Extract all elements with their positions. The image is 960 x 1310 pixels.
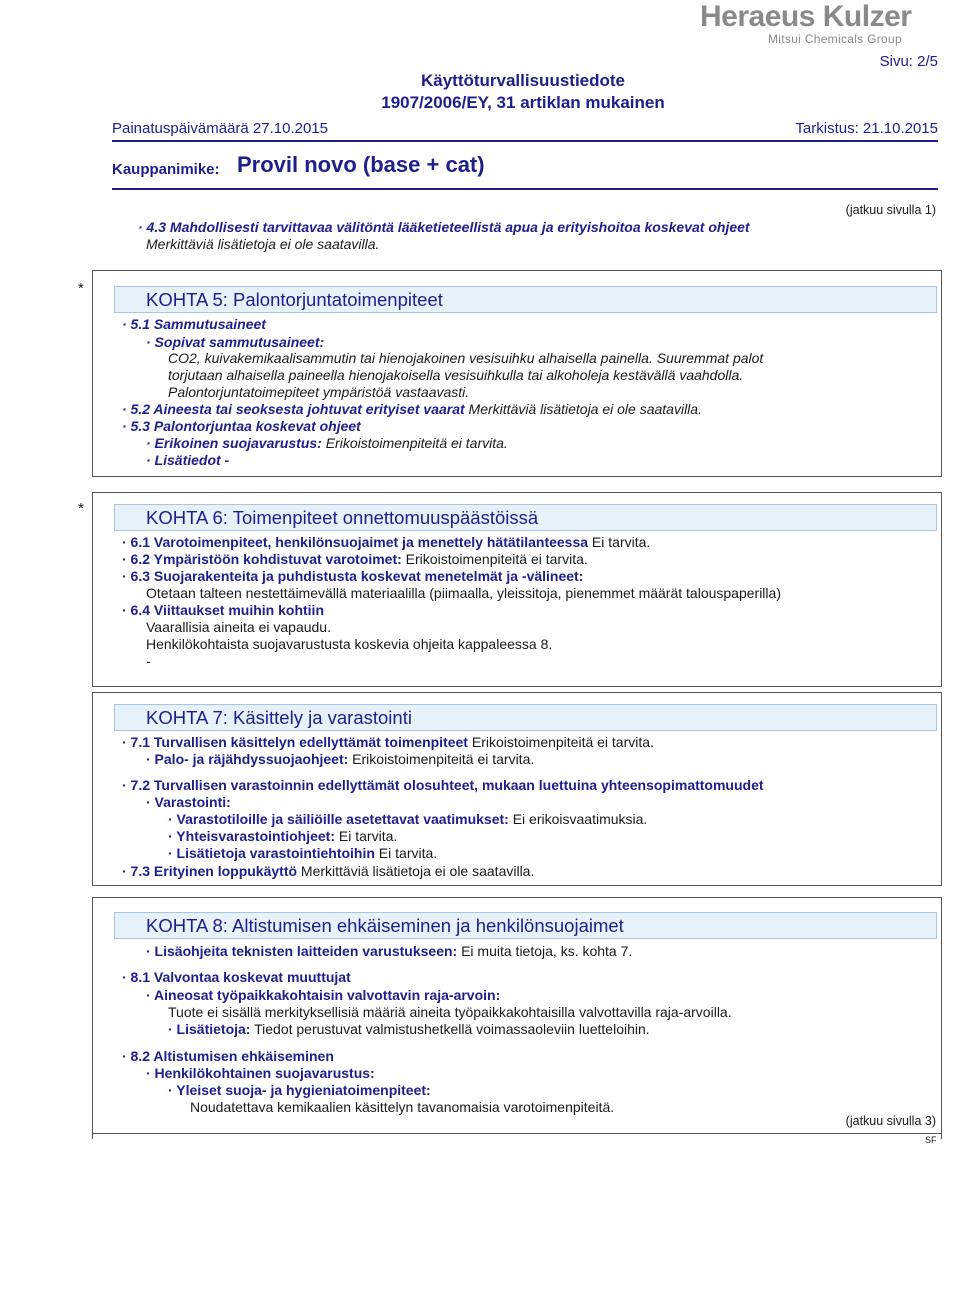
- section5-2: · 5.2 Aineesta tai seoksesta johtuvat erityiset vaarat Merkittäviä lisätietoja ei ole saatavilla.: [122, 401, 702, 417]
- section8-2: · 8.2 Altistumisen ehkäiseminen: [122, 1048, 334, 1064]
- section8-tech: · Lisäohjeita teknisten laitteiden varustukseen: Ei muita tietoja, ks. kohta 7.: [146, 943, 633, 959]
- section5-text-3: Palontorjuntatoimepiteet ympäristöä vastaavasti.: [168, 384, 470, 400]
- revision-star: *: [78, 500, 84, 517]
- revision-date: Tarkistus: 21.10.2015: [795, 120, 938, 137]
- trade-name: Provil novo (base + cat): [237, 152, 485, 177]
- section5-1: · 5.1 Sammutusaineet: [122, 316, 266, 332]
- section8-ppe: · Henkilökohtainen suojavarustus:: [146, 1065, 375, 1081]
- section7-storage-req: · Varastotiloille ja säiliöille asetettavat vaatimukset: Ei erikoisvaatimuksia.: [168, 811, 648, 827]
- trade-name-divider: [112, 188, 938, 190]
- section7-storage-info: · Lisätietoja varastointiehtoihin Ei tarvita.: [168, 845, 438, 861]
- section7-storage: · Varastointi:: [146, 794, 231, 810]
- document-title: [0, 70, 960, 114]
- section5-protective: · Erikoinen suojavarustus: Erikoistoimenpiteitä ei tarvita.: [146, 435, 508, 451]
- section5-header: [114, 286, 937, 313]
- section6-4-text-1: Vaarallisia aineita ei vapaudu.: [146, 619, 331, 635]
- section6-3-text: Otetaan talteen nestettäimevällä materiaalilla (piimaalla, yleissitoja, pienemmet määrät talouspaperilla): [146, 585, 781, 601]
- section8-header: [114, 912, 937, 939]
- trade-name-label: Kauppanimike:: [112, 161, 220, 178]
- continued-from-note: (jatkuu sivulla 1): [845, 203, 936, 217]
- section7-fire: · Palo- ja räjähdyssuojaohjeet: Erikoistoimenpiteitä ei tarvita.: [146, 751, 535, 767]
- document-code: SF: [925, 1135, 937, 1145]
- header-divider: [112, 140, 938, 142]
- footer-divider: [92, 1133, 942, 1134]
- section6-3: · 6.3 Suojarakenteita ja puhdistusta koskevat menetelmät ja -välineet:: [122, 568, 584, 584]
- company-logo: Heraeus Kulzer: [700, 0, 912, 33]
- section6-4-text-2: Henkilökohtaista suojavarustusta koskevia ohjeita kappaleessa 8.: [146, 636, 553, 652]
- section6-2: · 6.2 Ympäristöön kohdistuvat varotoimet: Erikoistoimenpiteitä ei tarvita.: [122, 551, 588, 567]
- section5-3: · 5.3 Palontorjuntaa koskevat ohjeet: [122, 418, 361, 434]
- section5-additional: · Lisätiedot -: [146, 452, 230, 468]
- section6-dash: -: [146, 653, 151, 669]
- section5-title: KOHTA 5: Palontorjuntatoimenpiteet: [146, 289, 443, 310]
- section8-hygiene: · Yleiset suoja- ja hygieniatoimenpiteet:: [168, 1082, 431, 1098]
- section7-3: · 7.3 Erityinen loppukäyttö Merkittäviä lisätietoja ei ole saatavilla.: [122, 863, 535, 879]
- section7-2: · 7.2 Turvallisen varastoinnin edellyttämät olosuhteet, mukaan luettuina yhteensopimattomuudet: [122, 777, 764, 793]
- page-number: Sivu: 2/5: [879, 53, 938, 70]
- section8-hygiene-text: Noudatettava kemikaalien käsittelyn tavanomaisia varotoimenpiteitä.: [190, 1099, 615, 1115]
- section8-info: · Lisätietoja: Tiedot perustuvat valmistushetkellä voimassaoleviin luetteloihin.: [168, 1021, 650, 1037]
- section8-limit-text: Tuote ei sisällä merkityksellisiä määriä aineita työpaikkakohtaisilla valvottavilla raja-arvoilla.: [168, 1004, 732, 1020]
- section7-joint-storage: · Yhteisvarastointiohjeet: Ei tarvita.: [168, 828, 398, 844]
- section4-3-text: Merkittäviä lisätietoja ei ole saatavilla.: [146, 236, 380, 252]
- document-title-line2: 1907/2006/EY, 31 artiklan mukainen: [381, 93, 665, 112]
- section6-4: · 6.4 Viittaukset muihin kohtiin: [122, 602, 324, 618]
- section8-limit-values: · Aineosat työpaikkakohtaisin valvottavin raja-arvoin:: [146, 987, 501, 1003]
- section4-3-heading: · 4.3 Mahdollisesti tarvittavaa välitöntä lääketieteellistä apua ja erityishoitoa koskevat ohjeet: [138, 219, 750, 235]
- section6-title: KOHTA 6: Toimenpiteet onnettomuuspäästöissä: [146, 507, 539, 528]
- section8-title: KOHTA 8: Altistumisen ehkäiseminen ja henkilönsuojaimet: [146, 915, 624, 936]
- print-date: Painatuspäivämäärä 27.10.2015: [112, 120, 328, 137]
- revision-star: *: [78, 280, 84, 297]
- section8-1: · 8.1 Valvontaa koskevat muuttujat: [122, 969, 351, 985]
- company-logo-subtitle: Mitsui Chemicals Group: [768, 32, 902, 46]
- section6-1: · 6.1 Varotoimenpiteet, henkilönsuojaimet ja menettely hätätilanteessa Ei tarvita.: [122, 534, 651, 550]
- section5-text-1: CO2, kuivakemikaalisammutin tai hienojakoinen vesisuihku alhaisella painella. Suuremmat palot: [168, 350, 764, 366]
- document-title-line1: Käyttöturvallisuustiedote: [420, 71, 626, 90]
- section7-title: KOHTA 7: Käsittely ja varastointi: [146, 707, 412, 728]
- continued-to-note: (jatkuu sivulla 3): [845, 1114, 936, 1128]
- section7-1: · 7.1 Turvallisen käsittelyn edellyttämät toimenpiteet Erikoistoimenpiteitä ei tarvita.: [122, 734, 654, 750]
- section5-suitable: · Sopivat sammutusaineet:: [146, 334, 325, 350]
- section7-header: [114, 704, 937, 731]
- section6-header: [114, 504, 937, 531]
- section5-text-2: torjutaan alhaisella paineella hienojakoisella vesisuihkulla tai alkoholeja kestävällä vaahdolla.: [168, 367, 744, 383]
